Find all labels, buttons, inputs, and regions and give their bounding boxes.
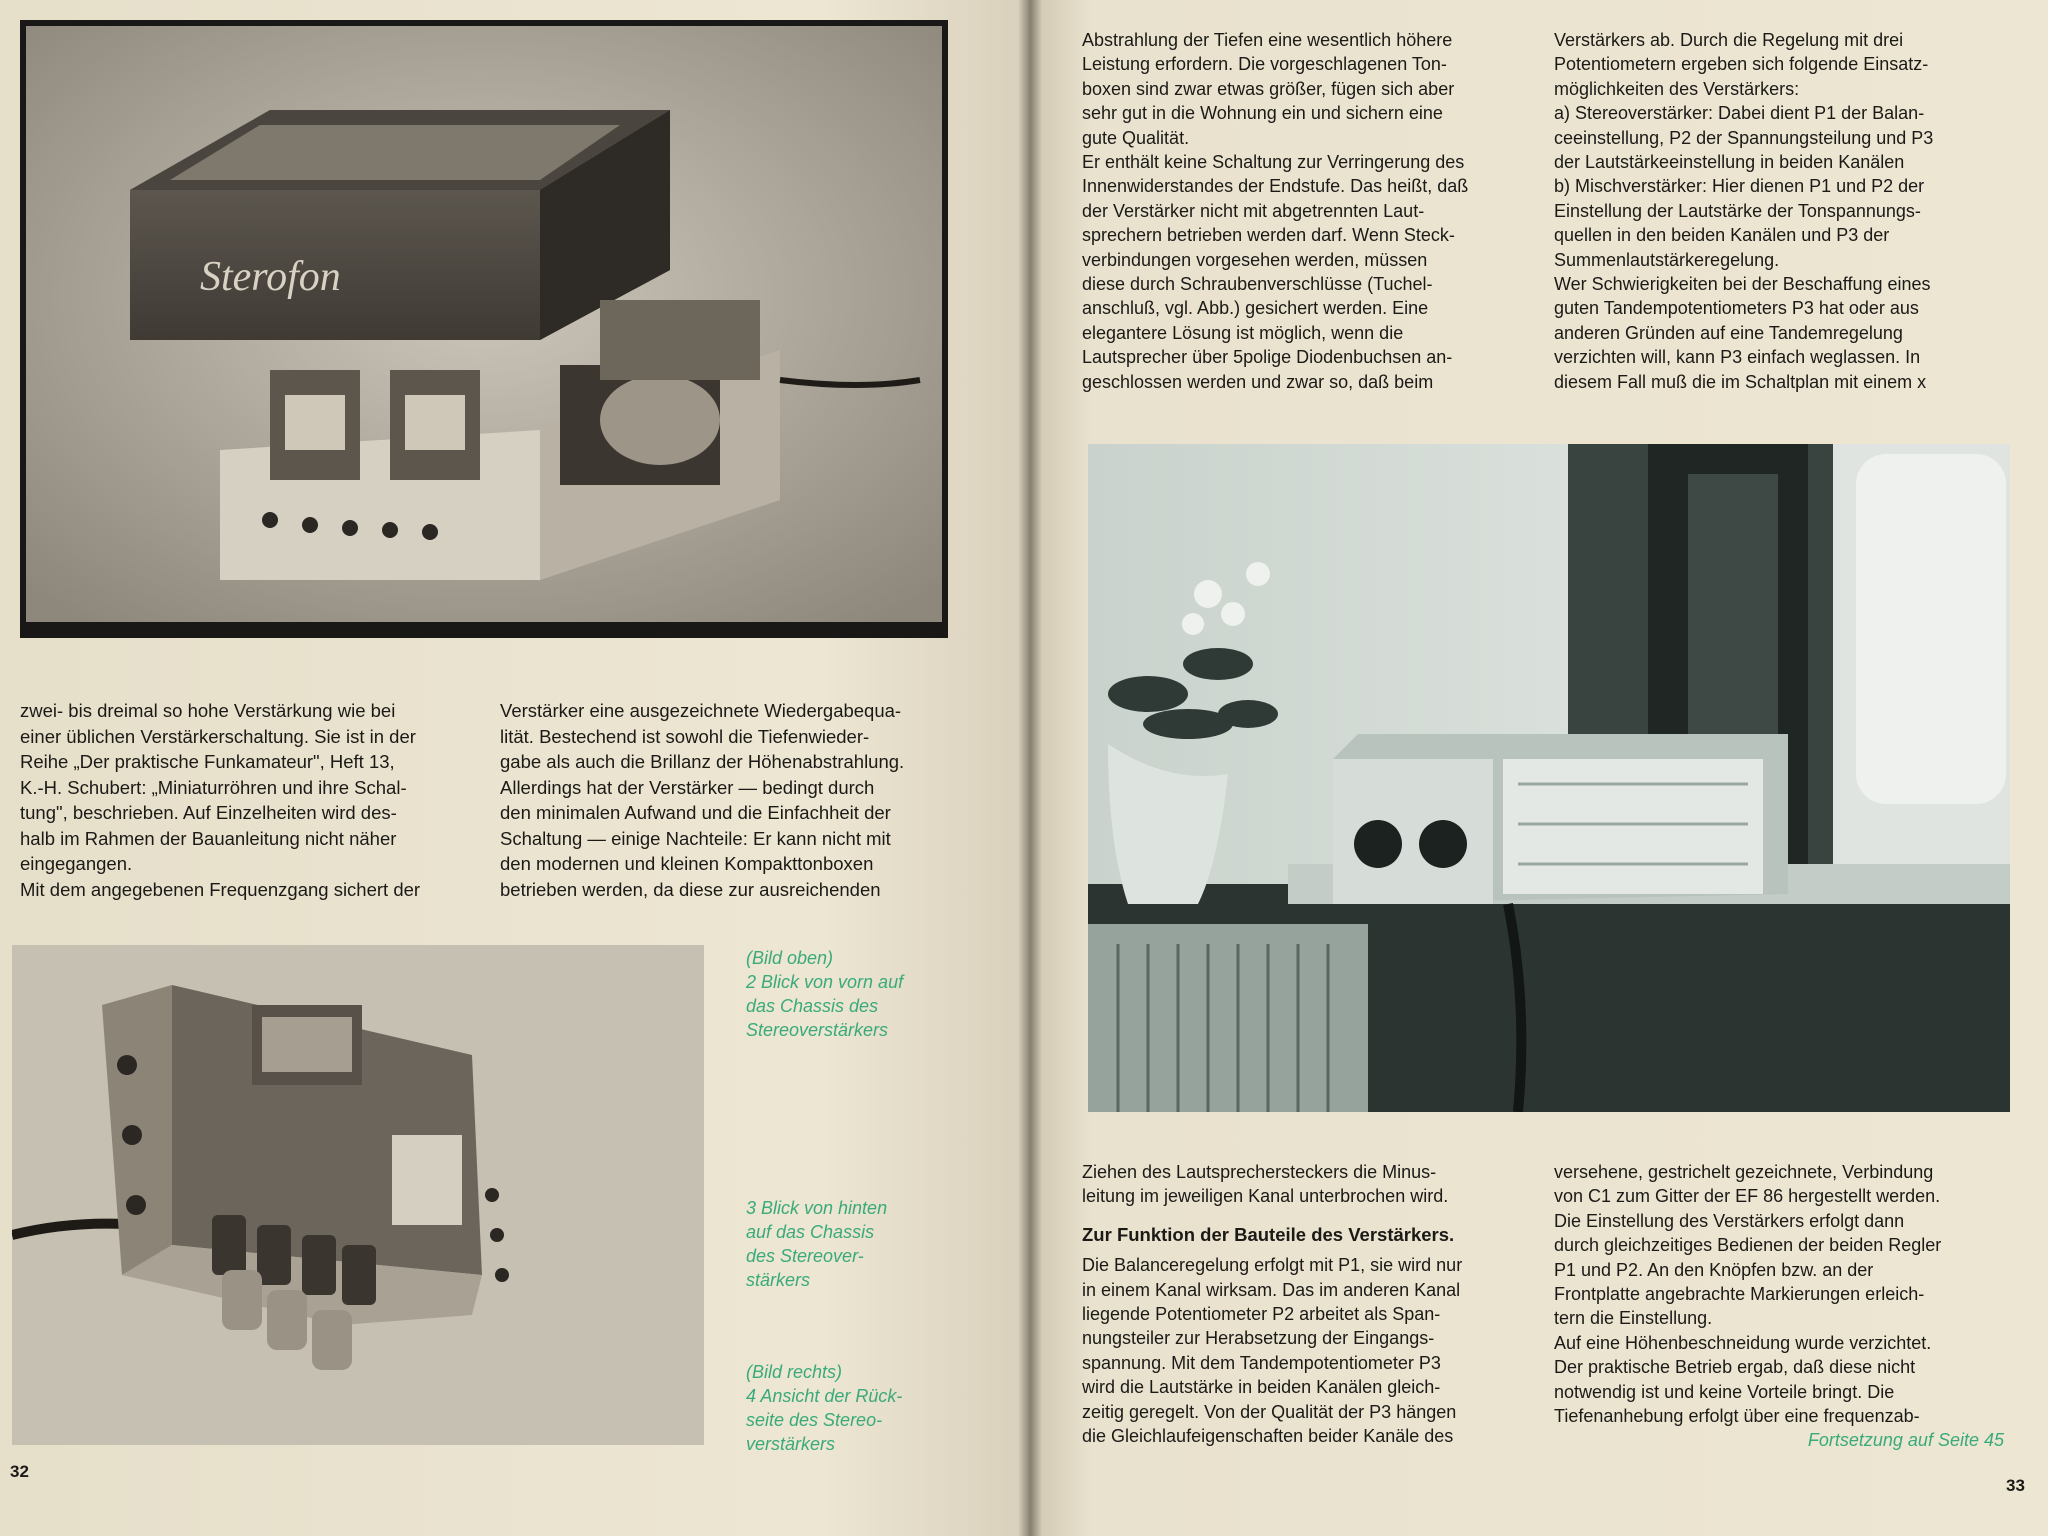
text-line: leitung im jeweiligen Kanal unterbrochen wird. — [1082, 1186, 1449, 1207]
text-line: Tiefenanhebung erfolgt über eine frequenzab- — [1554, 1406, 1920, 1427]
left-col-1 — [20, 698, 466, 902]
text-line: Wer Schwierigkeiten bei der Beschaffung eines — [1554, 274, 1931, 295]
text-line: Reihe „Der praktische Funkamateur", Heft 13, — [20, 751, 395, 772]
caption-image-3 — [746, 1196, 887, 1292]
text-line: zwei- bis dreimal so hohe Verstärkung wie bei — [20, 700, 396, 721]
text-line: sehr gut in die Wohnung ein und sichern eine — [1082, 103, 1443, 124]
page-number-left: 32 — [10, 1462, 29, 1481]
text-line: P1 und P2. An den Knöpfen bzw. an der — [1554, 1259, 1874, 1280]
text-line: versehene, gestrichelt gezeichnete, Verbindung — [1554, 1162, 1934, 1182]
photo-amplifier-livingroom — [1088, 444, 2010, 1112]
text-line: Auf eine Höhenbeschneidung wurde verzichtet. — [1554, 1332, 1932, 1353]
text-line: Mit dem angegebenen Frequenzgang sichert der — [20, 878, 421, 900]
text-line: diesem Fall muß die im Schaltplan mit einem x — [1554, 371, 1927, 392]
text-line: notwendig ist und keine Vorteile bringt. Die — [1554, 1381, 1895, 1402]
text-line: anschluß, vgl. Abb.) gesichert werden. Eine — [1082, 298, 1429, 319]
text-line: nungsteiler zur Herabsetzung der Eingangs- — [1082, 1328, 1435, 1349]
text-line: ceeinstellung, P2 der Spannungsteilung und P3 — [1554, 127, 1934, 148]
section-heading: Zur Funktion der Bauteile des Verstärkers. — [1082, 1223, 1455, 1245]
text-line: Potentiometern ergeben sich folgende Einsatz- — [1554, 54, 1929, 75]
text-line: Leistung erfordern. Die vorgeschlagenen Ton- — [1082, 54, 1447, 75]
photo-amplifier-livingroom-image — [1088, 444, 2010, 1112]
text-line: Er enthält keine Schaltung zur Verringerung des — [1082, 152, 1465, 173]
text-line: spannung. Mit dem Tandempotentiometer P3 — [1082, 1352, 1441, 1373]
text-line: den modernen und kleinen Kompakttonboxen — [500, 853, 874, 874]
text-line: Der praktische Betrieb ergab, daß diese nicht — [1554, 1357, 1916, 1378]
text-line: durch gleichzeitiges Bedienen der beiden Regler — [1554, 1235, 1942, 1256]
text-line: Schaltung — einige Nachteile: Er kann nicht mit — [500, 827, 891, 849]
text-line: die Gleichlaufeigenschaften beider Kanäle des — [1082, 1426, 1454, 1447]
caption-line: das Chassis des — [746, 996, 879, 1016]
text-line: geschlossen werden und zwar so, daß beim — [1082, 371, 1434, 392]
text-line: der Lautstärkeeinstellung in beiden Kanälen — [1554, 152, 1905, 173]
text-line: Die Einstellung des Verstärkers erfolgt dann — [1554, 1210, 1905, 1231]
caption-line: 4 Ansicht der Rück- — [746, 1386, 903, 1406]
photo-amplifier-front — [20, 20, 948, 638]
book-gutter — [1018, 0, 1042, 1536]
caption-line: (Bild oben) — [746, 948, 834, 968]
text-line: quellen in den beiden Kanälen und P3 der — [1554, 225, 1890, 246]
caption-line: auf das Chassis — [746, 1222, 875, 1242]
text-line: liegende Potentiometer P2 arbeitet als Span- — [1082, 1304, 1441, 1325]
text-line: Innenwiderstandes der Endstufe. Das heißt, daß — [1082, 176, 1469, 197]
text-line: Ziehen des Lautsprechersteckers die Minus- — [1082, 1162, 1437, 1182]
page-number-right: 33 — [2006, 1476, 2025, 1495]
right-top-col-1 — [1082, 28, 1514, 394]
text-line: lität. Bestechend ist sowohl die Tiefenwieder- — [500, 725, 870, 747]
caption-line: des Stereover- — [746, 1246, 864, 1266]
text-line: Die Balanceregelung erfolgt mit P1, sie wird nur — [1082, 1255, 1463, 1276]
text-line: zeitig geregelt. Von der Qualität der P3 hängen — [1082, 1401, 1457, 1422]
text-line: b) Mischverstärker: Hier dienen P1 und P2 der — [1554, 176, 1925, 197]
caption-line: Stereoverstärkers — [746, 1020, 889, 1040]
text-line: Abstrahlung der Tiefen eine wesentlich höhere — [1082, 30, 1453, 50]
text-line: gabe als auch die Brillanz der Höhenabstrahlung. — [500, 751, 905, 772]
text-line: der Verstärker nicht mit abgetrennten Laut- — [1082, 200, 1425, 221]
text-line: Summenlautstärkeregelung. — [1554, 249, 1780, 270]
photo-chassis-rear-image — [12, 945, 704, 1445]
right-page — [1030, 0, 2048, 1536]
text-line: Verstärker eine ausgezeichnete Wiedergabequa- — [500, 700, 902, 721]
case-brand-label: Sterofon — [200, 254, 341, 300]
caption-image-2 — [746, 946, 903, 1042]
text-line: verzichten will, kann P3 einfach weglassen. In — [1554, 347, 1921, 368]
text-line: tung", beschrieben. Auf Einzelheiten wird des- — [20, 802, 397, 823]
text-line: a) Stereoverstärker: Dabei dient P1 der Balan- — [1554, 103, 1925, 124]
text-line: den minimalen Aufwand und die Einfachheit der — [500, 802, 891, 823]
photo-chassis-rear — [12, 945, 704, 1445]
text-line: Allerdings hat der Verstärker — bedingt durch — [500, 776, 875, 798]
text-line: wird die Lautstärke in beiden Kanälen gleich- — [1082, 1377, 1441, 1398]
text-line: in einem Kanal wirksam. Das im anderen Kanal — [1082, 1279, 1461, 1300]
text-line: anderen Gründen auf eine Tandemregelung — [1554, 322, 1903, 343]
photo-amplifier-front-image — [20, 20, 948, 638]
caption-line: (Bild rechts) — [746, 1362, 843, 1382]
text-line: diese durch Schraubenverschlüsse (Tuchel- — [1082, 274, 1433, 295]
text-line: betrieben werden, da diese zur ausreichenden — [500, 878, 881, 900]
text-line: sprechern betrieben werden darf. Wenn Steck- — [1082, 225, 1455, 246]
left-col-2 — [500, 698, 950, 902]
right-bottom-col-1 — [1082, 1160, 1514, 1448]
right-bottom-col-2 — [1554, 1160, 2004, 1453]
text-line: boxen sind zwar etwas größer, fügen sich aber — [1082, 78, 1455, 99]
text-line: guten Tandempotentiometers P3 hat oder aus — [1554, 298, 1919, 319]
text-line: Frontplatte angebrachte Markierungen erleich- — [1554, 1284, 1925, 1305]
text-line: halb im Rahmen der Bauanleitung nicht näher — [20, 827, 397, 849]
continuation-note: Fortsetzung auf Seite 45 — [1807, 1430, 2004, 1451]
text-line: elegantere Lösung ist möglich, wenn die — [1082, 322, 1404, 343]
text-line: verbindungen vorgesehen werden, müssen — [1082, 249, 1428, 270]
caption-line: stärkers — [746, 1270, 811, 1290]
caption-line: seite des Stereo- — [746, 1410, 883, 1430]
text-line: einer üblichen Verstärkerschaltung. Sie ist in der — [20, 725, 416, 747]
caption-image-4 — [746, 1360, 902, 1456]
text-line: K.-H. Schubert: „Miniaturröhren und ihre Schal- — [20, 776, 407, 798]
caption-line: 3 Blick von hinten — [746, 1198, 888, 1218]
caption-line: 2 Blick von vorn auf — [746, 972, 904, 992]
text-line: gute Qualität. — [1082, 127, 1190, 148]
caption-line: verstärkers — [746, 1434, 836, 1454]
right-top-col-2 — [1554, 28, 2002, 394]
text-line: tern die Einstellung. — [1554, 1308, 1713, 1329]
text-line: Einstellung der Lautstärke der Tonspannungs- — [1554, 200, 1921, 221]
text-line: möglichkeiten des Verstärkers: — [1554, 78, 1800, 99]
text-line: von C1 zum Gitter der EF 86 hergestellt werden. — [1554, 1186, 1941, 1207]
text-line: Lautsprecher über 5polige Diodenbuchsen an- — [1082, 347, 1453, 368]
text-line: eingegangen. — [20, 853, 133, 874]
text-line: Verstärkers ab. Durch die Regelung mit drei — [1554, 30, 1904, 50]
